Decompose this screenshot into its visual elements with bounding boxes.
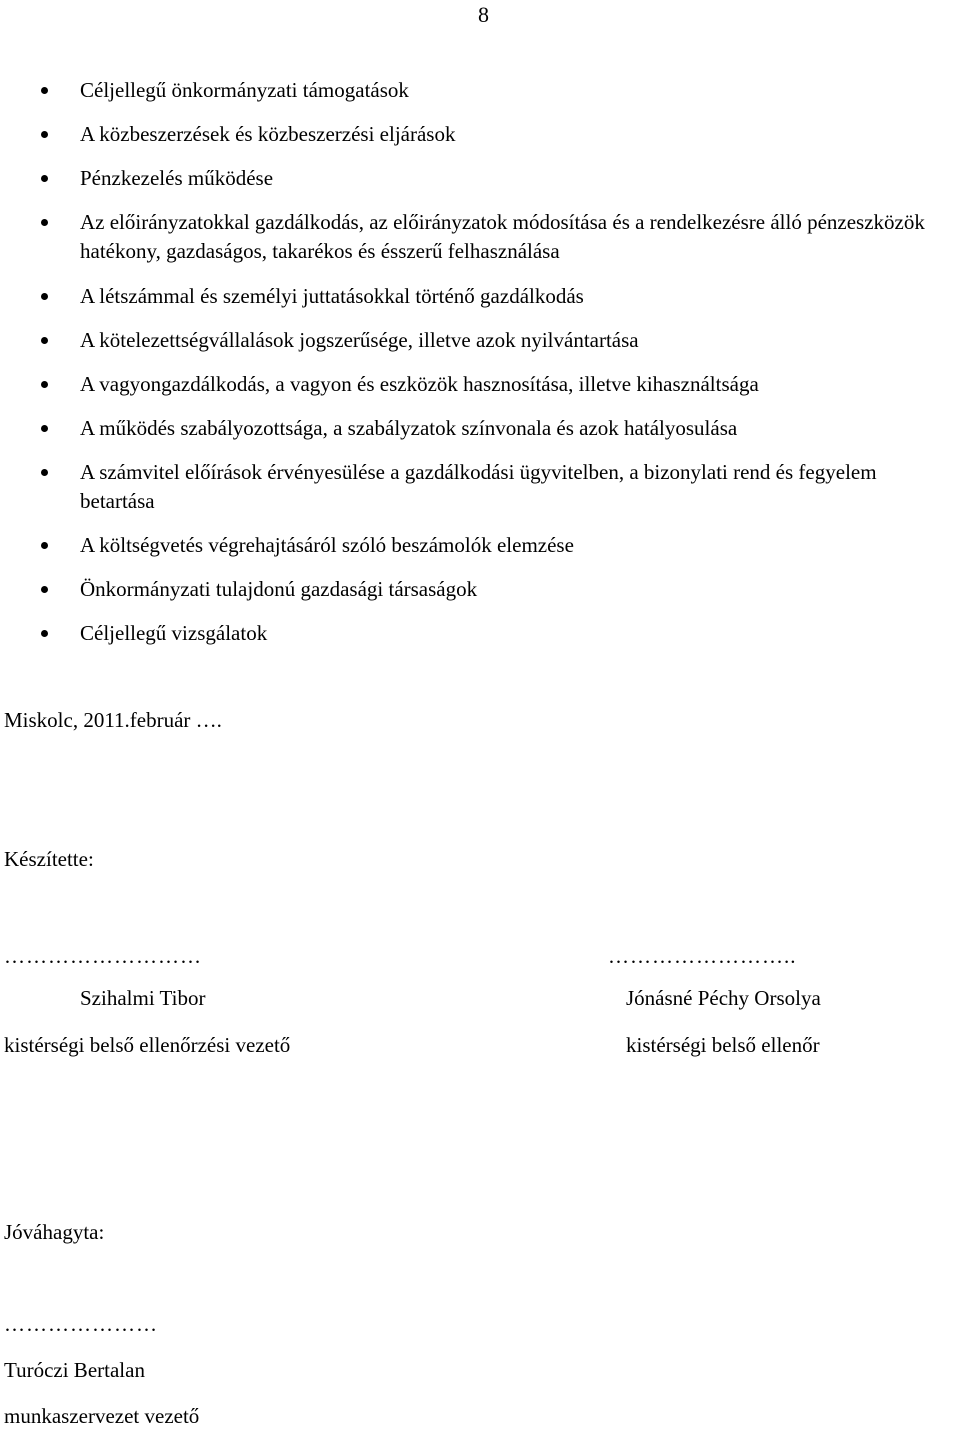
bullet-icon [41, 381, 48, 388]
list-item-text: A létszámmal és személyi juttatásokkal történő gazdálkodás [80, 284, 584, 308]
bullet-icon [41, 131, 48, 138]
list-item-text: A vagyongazdálkodás, a vagyon és eszközök hasznosítása, illetve kihasználtsága [80, 372, 759, 396]
signature-line-left: ……………………… [4, 944, 202, 968]
list-item-text: Pénzkezelés működése [80, 166, 274, 190]
list-item-text: Céljellegű önkormányzati támogatások [80, 78, 409, 102]
list-item-text: A költségvetés végrehajtásáról szóló beszámolók elemzése [80, 533, 574, 557]
signature-line-right: …………………….. [608, 944, 797, 968]
bullet-icon [41, 586, 48, 593]
bullet-icon [41, 630, 48, 637]
bullet-icon [41, 425, 48, 432]
signer-name-right: Jónásné Péchy Orsolya [626, 986, 821, 1010]
bullet-icon [41, 542, 48, 549]
list-item-text: Önkormányzati tulajdonú gazdasági társaságok [80, 577, 478, 601]
list-item-text: A közbeszerzések és közbeszerzési eljárások [80, 122, 456, 146]
list-item-text: A számvitel előírások érvényesülése a gazdálkodási ügyvitelben, a bizonylati rend és fegyelem betartása [80, 460, 877, 513]
bullet-icon [41, 337, 48, 344]
approved-by-label: Jóváhagyta: [4, 1220, 105, 1244]
place-date: Miskolc, 2011.február …. [4, 708, 222, 732]
bullet-icon [41, 469, 48, 476]
signer-title-left: kistérségi belső ellenőrzési vezető [4, 1033, 291, 1057]
prepared-by-label: Készítette: [4, 847, 94, 871]
approver-name: Turóczi Bertalan [4, 1358, 145, 1382]
list-item-text: A működés szabályozottsága, a szabályzatok színvonala és azok hatályosulása [80, 416, 738, 440]
list-item-text: Az előirányzatokkal gazdálkodás, az előirányzatok módosítása és a rendelkezésre álló pénzeszközök hatékony, gazdaságos, takarékos és ésszerű felhasználása [80, 210, 925, 263]
approver-title: munkaszervezet vezető [4, 1404, 200, 1428]
signer-title-right: kistérségi belső ellenőr [626, 1033, 820, 1057]
bullet-icon [41, 219, 48, 226]
list-item-text: Céljellegű vizsgálatok [80, 621, 268, 645]
bullet-icon [41, 293, 48, 300]
page-number: 8 [478, 2, 489, 27]
list-item-text: A kötelezettségvállalások jogszerűsége, illetve azok nyilvántartása [80, 328, 639, 352]
signature-line-approver: ………………… [4, 1312, 158, 1336]
bullet-icon [41, 87, 48, 94]
signer-name-left: Szihalmi Tibor [80, 986, 206, 1010]
bullet-icon [41, 175, 48, 182]
